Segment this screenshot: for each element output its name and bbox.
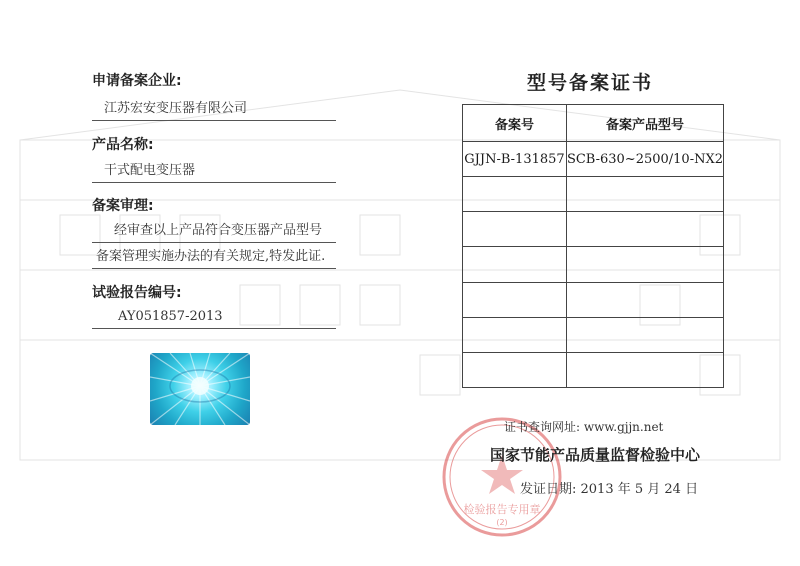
product-model-cell — [566, 317, 723, 352]
table-row — [463, 352, 724, 387]
review-label: 备案审理: — [92, 198, 154, 214]
product-model-cell — [566, 352, 723, 387]
product-model-cell: SCB-630~2500/10-NX2 — [566, 142, 723, 177]
registration-no-cell — [463, 282, 567, 317]
report-value-line — [92, 306, 336, 329]
seal-number: (2) — [496, 518, 508, 527]
registration-no-cell — [463, 212, 567, 247]
issuing-organization: 国家节能产品质量监督检验中心 — [490, 446, 701, 464]
column-header-registration-no: 备案号 — [463, 105, 567, 142]
table-row — [463, 212, 724, 247]
table-row — [463, 177, 724, 212]
hologram-sticker — [150, 353, 250, 425]
report-value: AY051857-2013 — [118, 309, 223, 324]
certificate-title: 型号备案证书 — [527, 72, 654, 94]
verification-website: 证书查询网址: www.gjjn.net — [504, 420, 664, 434]
applicant-value: 江苏宏安变压器有限公司 — [104, 101, 248, 116]
product-name-value: 干式配电变压器 — [104, 163, 196, 178]
seal-text: 检验报告专用章 — [463, 503, 541, 516]
registration-no-cell — [463, 177, 567, 212]
applicant-label: 申请备案企业: — [92, 73, 182, 89]
product-model-cell — [566, 177, 723, 212]
table-row — [463, 282, 724, 317]
report-label: 试验报告编号: — [92, 285, 182, 301]
applicant-value-line — [92, 98, 336, 121]
column-header-model: 备案产品型号 — [566, 105, 723, 142]
table-row — [463, 247, 724, 282]
review-text-1: 经审查以上产品符合变压器产品型号 — [114, 223, 323, 238]
product-name-label: 产品名称: — [92, 137, 154, 153]
registration-table — [462, 104, 724, 388]
table-row — [463, 142, 724, 177]
registration-no-cell — [463, 247, 567, 282]
table-header-row — [463, 105, 724, 142]
product-model-cell — [566, 212, 723, 247]
registration-no-cell — [463, 352, 567, 387]
hologram-rays-icon — [150, 353, 250, 425]
review-text-2: 备案管理实施办法的有关规定,特发此证. — [96, 249, 326, 264]
product-model-cell — [566, 282, 723, 317]
table-row — [463, 317, 724, 352]
registration-no-cell: GJJN-B-131857 — [463, 142, 567, 177]
product-name-value-line — [92, 160, 336, 183]
review-line-1 — [92, 220, 336, 243]
review-line-2 — [92, 246, 336, 269]
product-model-cell — [566, 247, 723, 282]
issue-date: 发证日期: 2013 年 5 月 24 日 — [520, 482, 699, 497]
registration-no-cell — [463, 317, 567, 352]
